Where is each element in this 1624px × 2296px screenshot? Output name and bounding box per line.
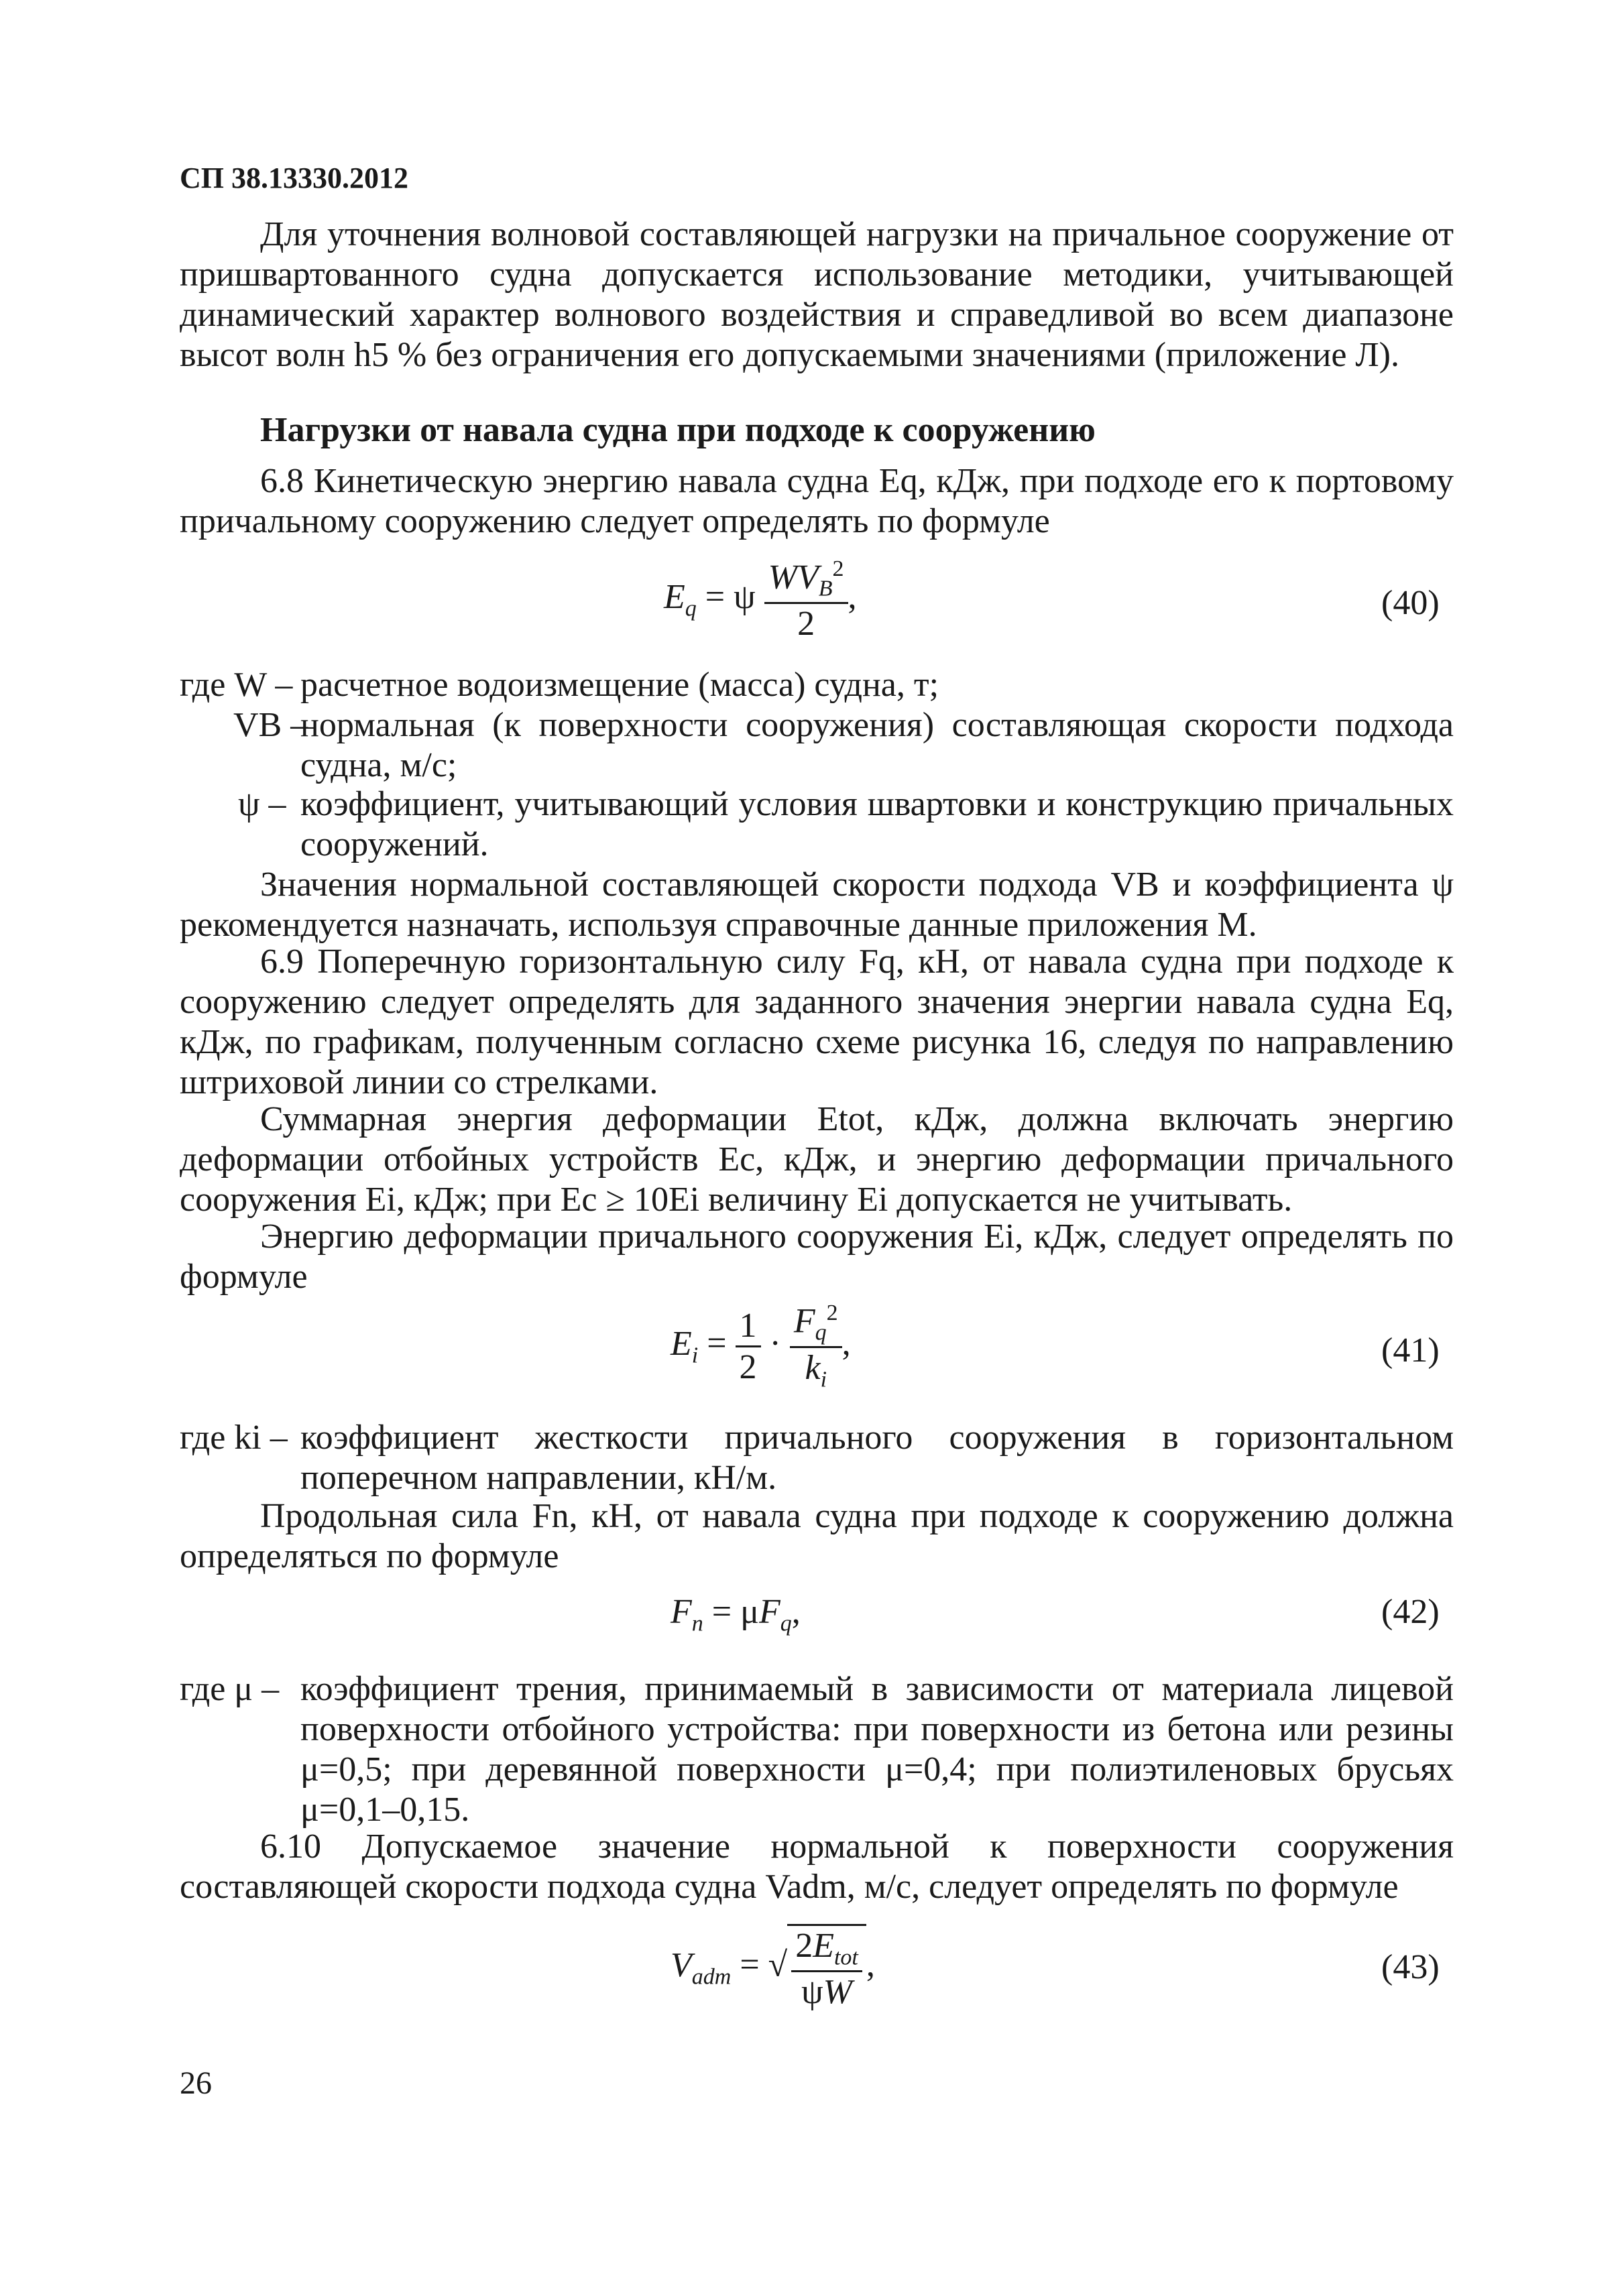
paragraph-energy: Энергию деформации причального сооружения Ei, кДж, следует определять по формуле	[180, 1217, 1454, 1296]
intro-paragraph: Для уточнения волновой составляющей нагрузки на причальное сооружение от пришвартованного судна допускается использование методики, учитывающей динамический характер волнового воздействия и справедливой во всем диапазоне высот волн h5 % без ограничения его допускаемыми значениями (приложение Л).	[180, 215, 1454, 374]
section-heading: Нагрузки от навала судна при подходе к сооружению	[260, 411, 1096, 449]
where-w-label: где W –	[180, 666, 293, 704]
paragraph-sum-energy: Суммарная энергия деформации Etot, кДж, должна включать энергию деформации отбойных устройств Ec, кДж, и энергию деформации причального сооружения Ei, кДж; при Ec ≥ 10Ei величину Ei допускается не учитывать.	[180, 1100, 1454, 1219]
paragraph-values: Значения нормальной составляющей скорости подхода VB и коэффициента ψ рекомендуется назначать, используя справочные данные приложения М.	[180, 865, 1454, 944]
formula-40: $E_q = \psi$ $\frac{WV_B^2}{2}$ ,	[664, 556, 857, 643]
where-k-label: где ki –	[180, 1418, 288, 1457]
paragraph-6-9: 6.9 Поперечную горизонтальную силу Fq, кН, от навала судна при подходе к сооружению следует определять для заданного значения энергии навала судна Eq, кДж, по графикам, полученным согласно схеме рисунка 16, следуя по направлению штриховой линии со стрелками.	[180, 943, 1454, 1101]
paragraph-6-10: 6.10 Допускаемое значение нормальной к поверхности сооружения составляющей скорости подхода судна Vadm, м/с, следует определять по формуле	[180, 1827, 1454, 1906]
page-number: 26	[180, 2065, 212, 2101]
formula-41: $E_i$ = $\frac{1}{2}$ · $\frac{F_q^2}{k_i}$ ,	[671, 1301, 851, 1392]
formula-42: $F_n = \mu F_q$,	[671, 1593, 801, 1636]
where-mu-text: коэффициент трения, принимаемый в зависимости от материала лицевой поверхности отбойного устройства: при поверхности из бетона или резины μ=0,5; при деревянной поверхности μ=0,4; при полиэтиленовых брусьях μ=0,1–0,15.	[300, 1670, 1454, 1829]
where-w-text: расчетное водоизмещение (масса) судна, т;	[300, 666, 939, 704]
equation-number-41: (41)	[1381, 1331, 1440, 1370]
equation-number-40: (40)	[1381, 584, 1440, 622]
where-k-text: коэффициент жесткости причального сооружения в горизонтальном поперечном направлении, кН/м.	[300, 1418, 1454, 1497]
paragraph-longitudinal: Продольная сила Fn, кН, от навала судна при подходе к сооружению должна определяться по формуле	[180, 1497, 1454, 1575]
formula-43: $V_{adm}$ = √ $\frac{2E_{tot}}{\psi W}$ ,	[671, 1924, 875, 2012]
where-vb-label: VB –	[233, 706, 308, 744]
where-psi-label: ψ –	[238, 785, 286, 823]
equation-number-42: (42)	[1381, 1593, 1440, 1631]
equation-number-43: (43)	[1381, 1948, 1440, 1986]
document-header: СП 38.13330.2012	[180, 162, 408, 194]
where-psi-text: коэффициент, учитывающий условия швартовки и конструкцию причальных сооружений.	[300, 785, 1454, 863]
where-vb-text: нормальная (к поверхности сооружения) составляющая скорости подхода судна, м/с;	[300, 706, 1454, 784]
where-mu-label: где μ –	[180, 1670, 280, 1708]
paragraph-6-8: 6.8 Кинетическую энергию навала судна Eq, кДж, при подходе его к портовому причальному сооружению следует определять по формуле	[180, 462, 1454, 540]
